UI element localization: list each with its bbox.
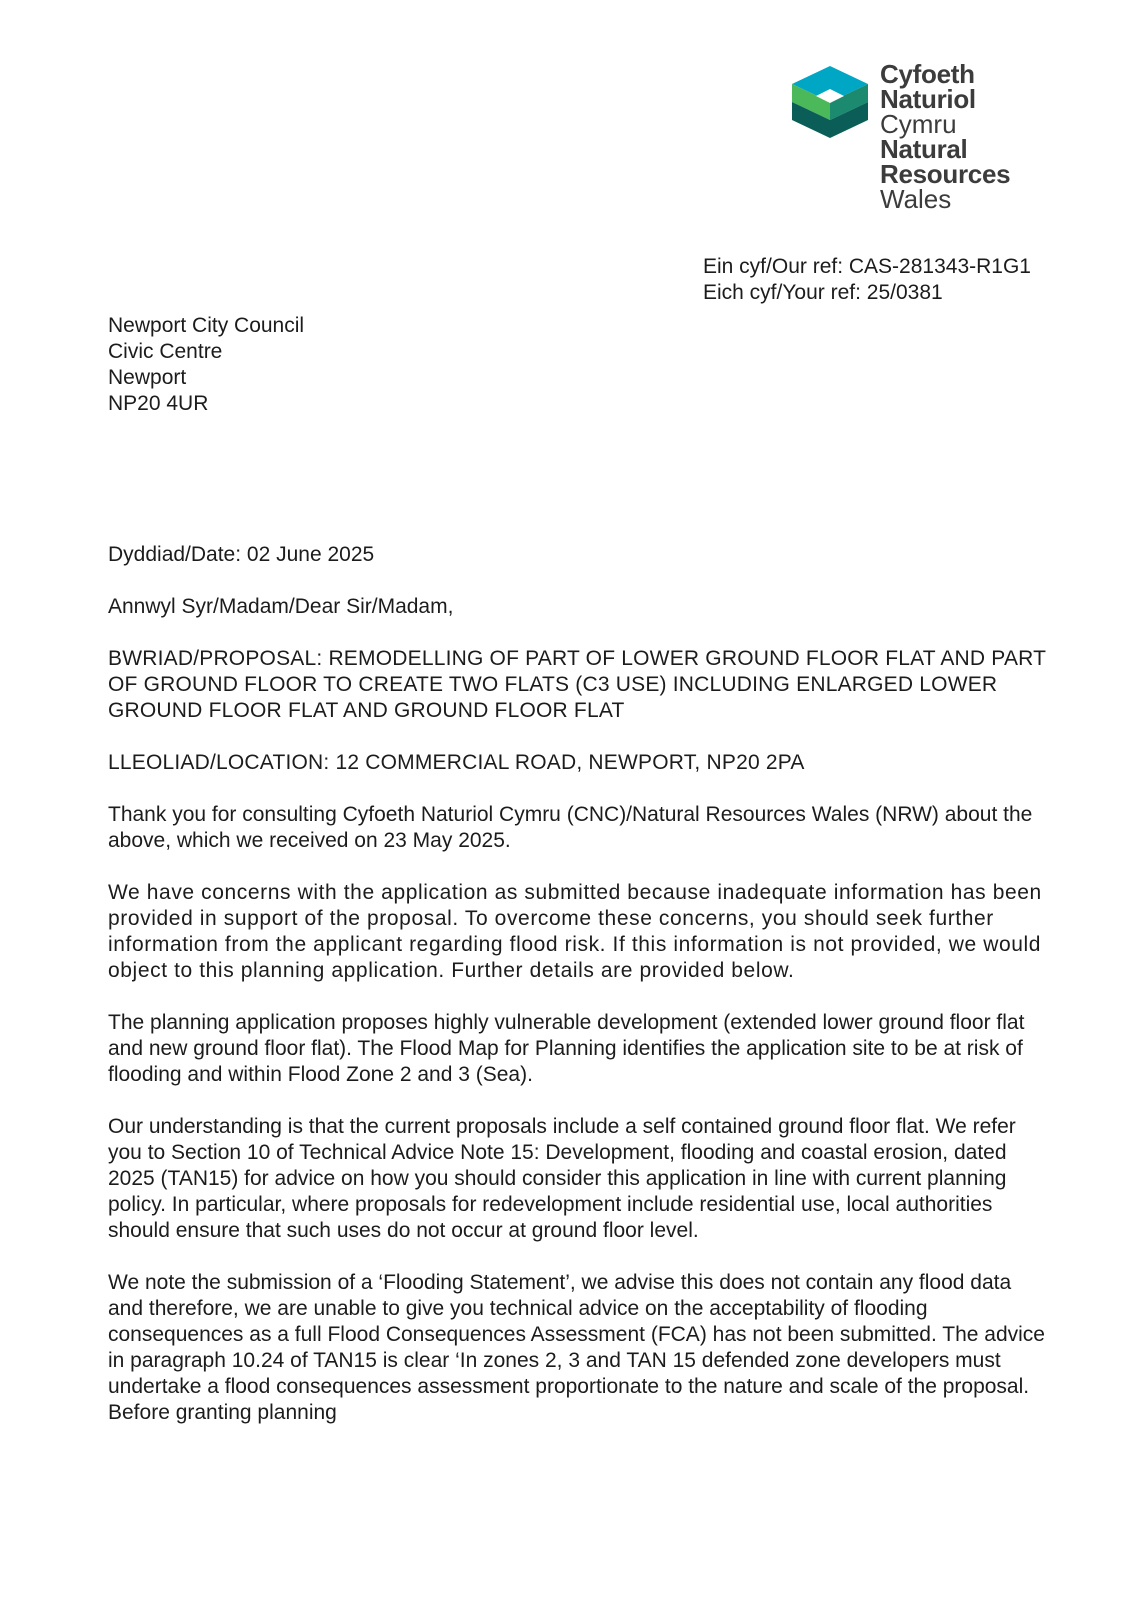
reference-block [703,254,1031,306]
logo-line-5: Resources [880,159,1011,189]
paragraph-intro: Thank you for consulting Cyfoeth Naturiol Cymru (CNC)/Natural Resources Wales (NRW) about the above, which we received on 23 May 2025. [108,803,1033,852]
letter-body [108,542,1048,1452]
paragraph-flooding-statement: We note the submission of a ‘Flooding Statement’, we advise this does not contain any flood data and therefore, we are unable to give you technical advice on the acceptability of flooding consequences as a full Flood Consequences Assessment (FCA) has not been submitted. The advice in paragraph 10.24 of TAN15 is clear ‘In zones 2, 3 and TAN 15 defended zone developers must undertake a flood consequences assessment proportionate to the nature and scale of the proposal. Before granting planning [108,1271,1045,1424]
cnc-nrw-diamond-logo-icon [792,66,868,138]
logo-line-1: Cyfoeth [880,59,975,89]
address-line: Newport City Council [108,314,305,337]
your-reference: Eich cyf/Your ref: 25/0381 [703,281,943,304]
address-line: Newport [108,366,187,389]
location-heading: LLEOLIAD/LOCATION: 12 COMMERCIAL ROAD, NEWPORT, NP20 2PA [108,751,805,774]
logo-line-2: Naturiol [880,84,976,114]
address-line: NP20 4UR [108,392,209,415]
letter-date: Dyddiad/Date: 02 June 2025 [108,543,375,566]
recipient-address [108,313,304,417]
logo-wordmark [880,59,1011,214]
logo-line-4: Natural [880,134,968,164]
proposal-heading: BWRIAD/PROPOSAL: REMODELLING OF PART OF LOWER GROUND FLOOR FLAT AND PART OF GROUND FLOOR TO CREATE TWO FLATS (C3 USE) INCLUDING ENLARGED LOWER GROUND FLOOR FLAT AND GROUND FLOOR FLAT [108,647,1046,722]
paragraph-tan15: Our understanding is that the current proposals include a self contained ground floor flat. We refer you to Section 10 of Technical Advice Note 15: Development, flooding and coastal erosion, dated 2025 (TAN15) for advice on how you should consider this application in line with current planning policy. In particular, where proposals for redevelopment include residential use, local authorities should ensure that such uses do not occur at ground floor level. [108,1115,1016,1242]
logo-line-3: Cymru [880,109,957,139]
paragraph-concerns: We have concerns with the application as submitted because inadequate information has been provided in support of the proposal. To overcome these concerns, you should seek further information from the applicant regarding flood risk. If this information is not provided, we would object to this planning application. Further details are provided below. [108,881,1042,982]
paragraph-flood-zone: The planning application proposes highly vulnerable development (extended lower ground floor flat and new ground floor flat). The Flood Map for Planning identifies the application site to be at risk of flooding and within Flood Zone 2 and 3 (Sea). [108,1011,1025,1086]
salutation: Annwyl Syr/Madam/Dear Sir/Madam, [108,595,454,618]
logo-line-6: Wales [880,184,952,214]
address-line: Civic Centre [108,340,223,363]
organisation-logo [792,59,1052,222]
our-reference: Ein cyf/Our ref: CAS-281343-R1G1 [703,255,1031,278]
